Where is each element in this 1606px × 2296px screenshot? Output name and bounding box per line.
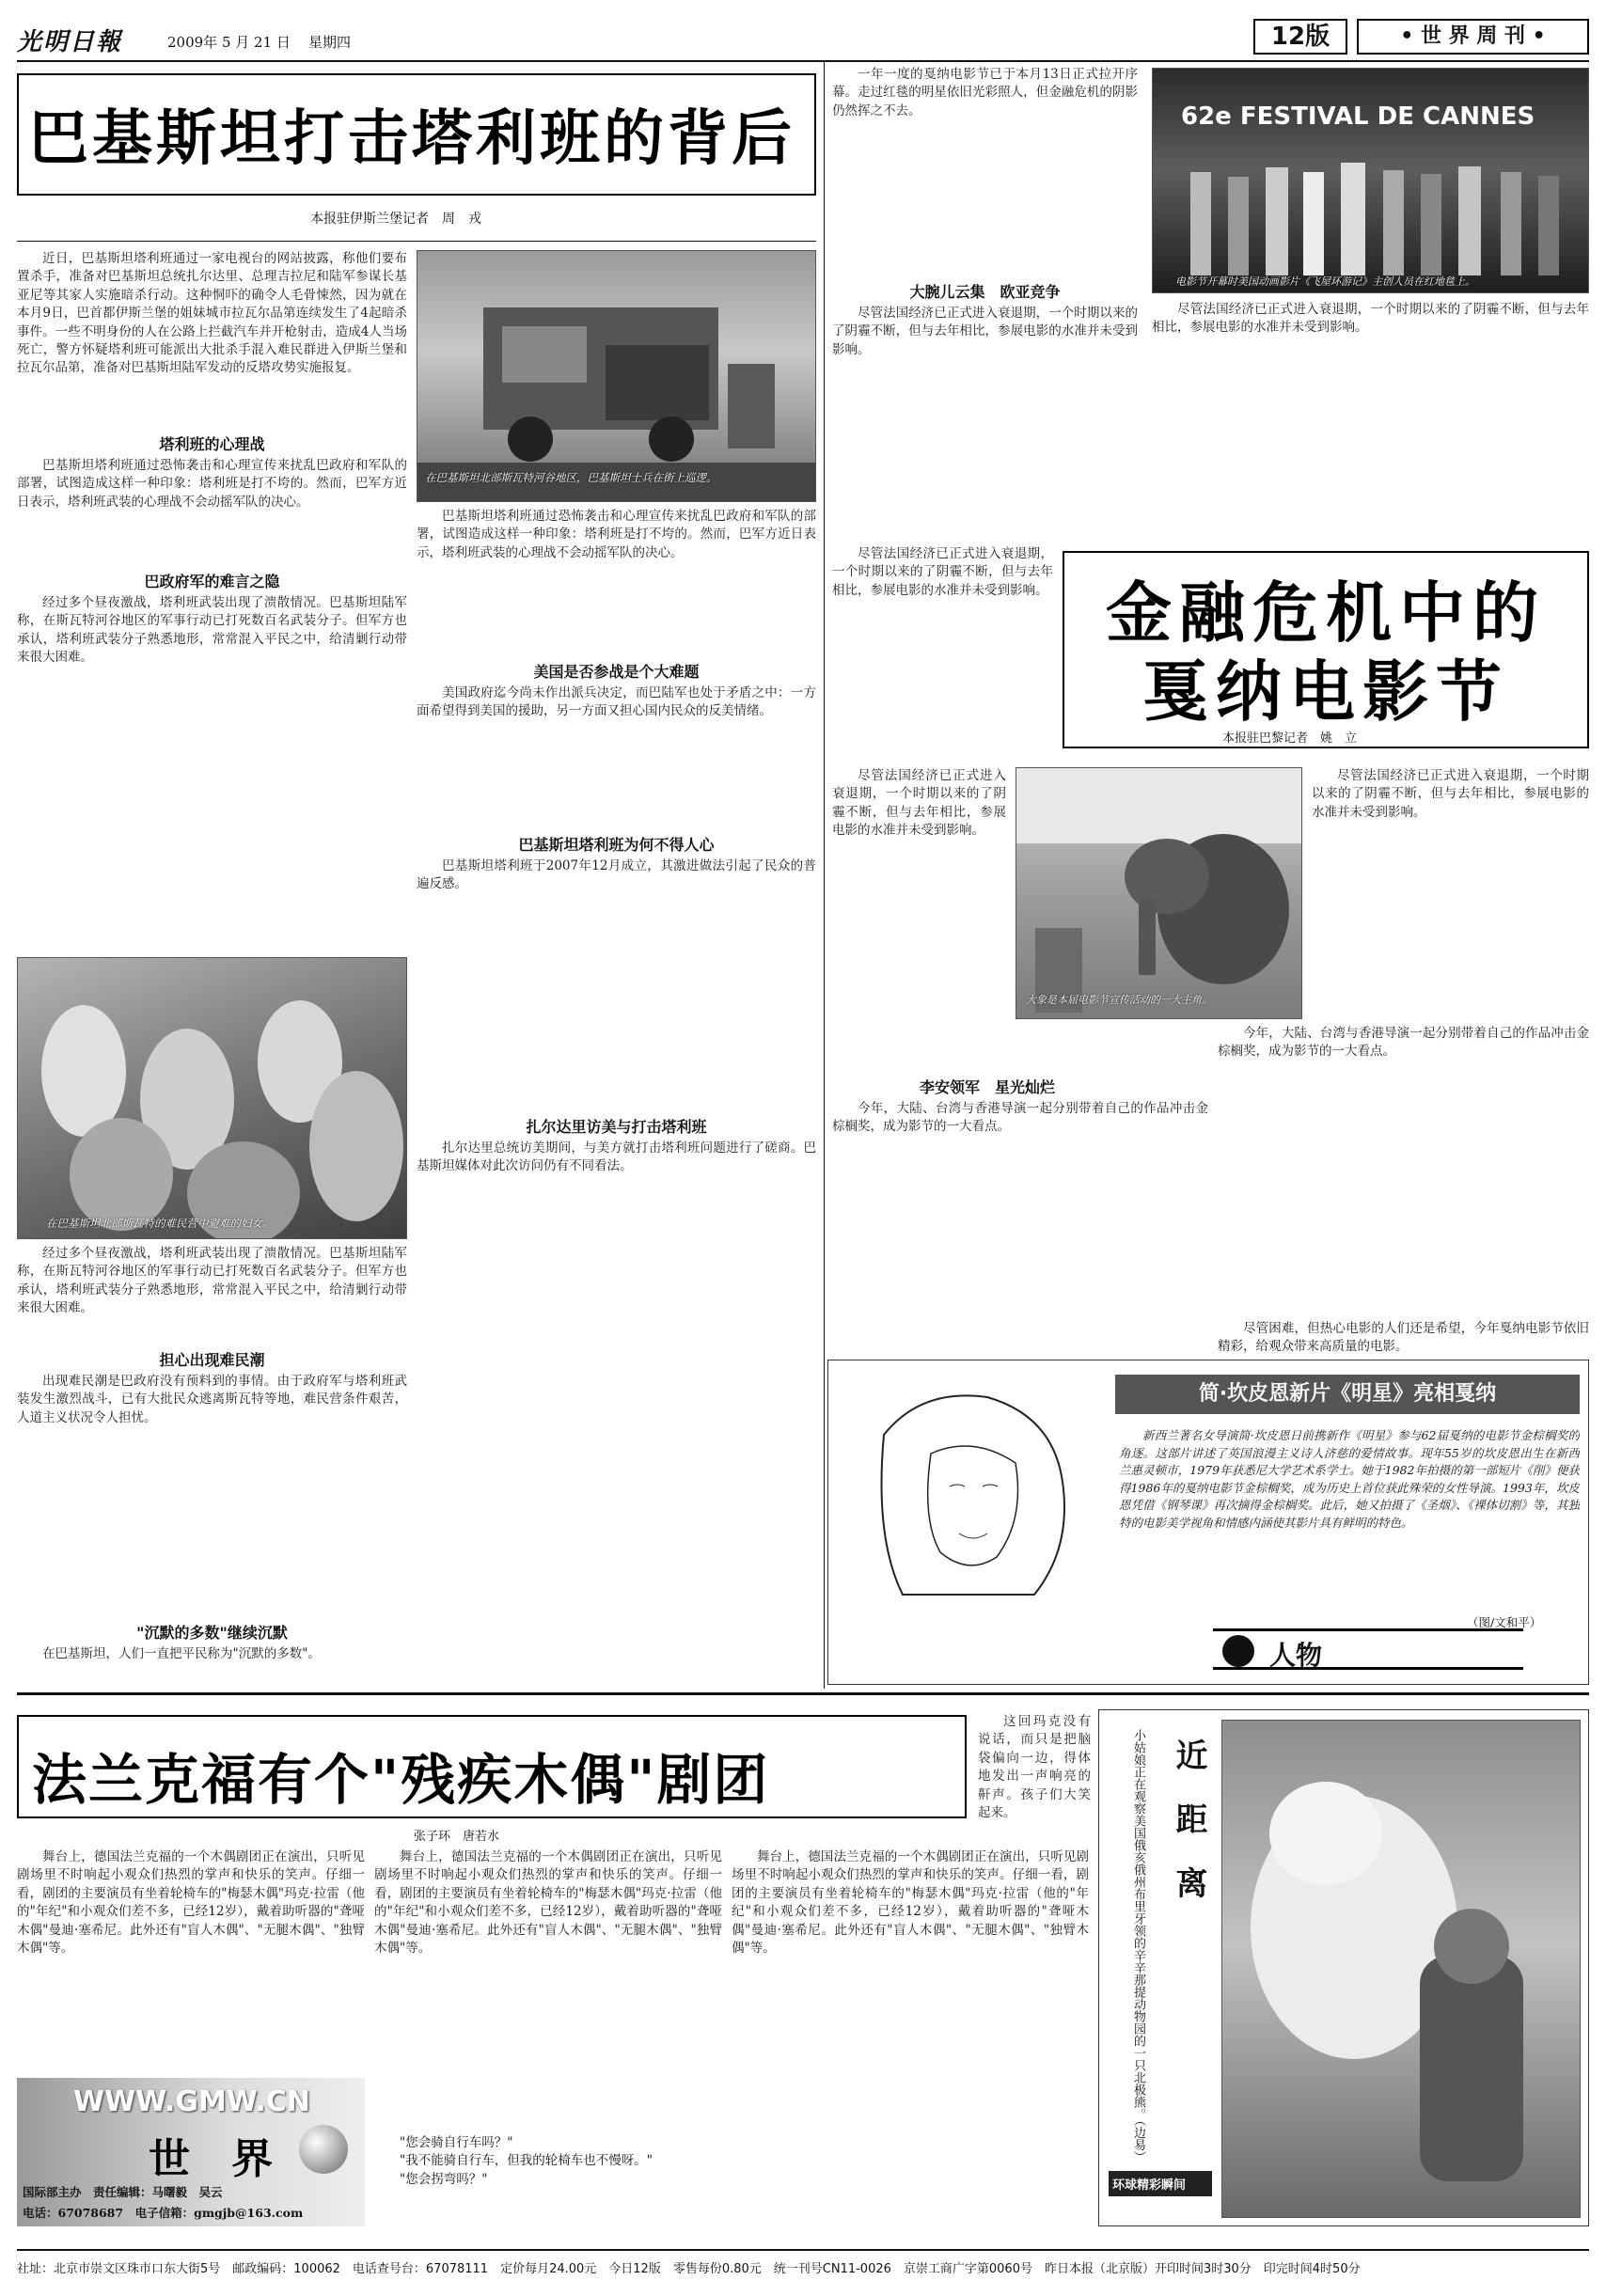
article-cannes-col1b: [832, 545, 1053, 762]
closeup-title: 近 距 离: [1170, 1738, 1207, 1898]
publication-info: 社址：北京市崇文区珠市口东大街5号 邮政编码：100062 电话查号台：67078111 定价每月24.00元 今日12版 零售每份0.80元 统一刊号CN11-0026 京崇工商广字第0060号 昨日本报（北京版）开印时间3时30分 印完时间4时50分: [17, 2262, 1361, 2276]
soldiers-truck-image: [417, 251, 816, 502]
cannes-byline: 本报驻巴黎记者 姚 立: [1222, 731, 1358, 746]
section-heading: 担心出现难民潮: [159, 1351, 265, 1369]
article-cannes-col3b: [1218, 1025, 1589, 1316]
article-pakistan-intro: [17, 250, 407, 427]
article-pakistan-col2b: [417, 684, 816, 827]
photo-cannes-elephant: [1016, 767, 1302, 1019]
article-pakistan-col1d: [17, 1373, 407, 1615]
campion-sketch: [846, 1378, 1100, 1613]
photo-pakistan-soldiers: [417, 250, 816, 502]
paragraph: 舞台上，德国法兰克福的一个木偶剧团正在演出，只听见剧场里不时响起小观众们热烈的掌声和快乐的笑声。仔细一看，剧团的主要演员有坐着轮椅车的"梅瑟木偶"玛克·拉雷（他的"年纪"和小观众们差不多，已经12岁），戴着助听器的"聋哑木偶"曼迪·塞希尼。此外还有"盲人木偶"、"无腿木偶"、"独臂木偶"等。: [732, 1849, 1089, 1957]
photo-caption: 在巴基斯坦北部斯瓦特河谷地区，巴基斯坦士兵在街上巡逻。: [425, 471, 717, 484]
cannes-headline-line2: 戛纳电影节: [1142, 653, 1509, 731]
paragraph: 尽管法国经济已正式进入衰退期，一个时期以来的了阴霾不断，但与去年相比，参展电影的水准并未受到影响。: [832, 546, 1053, 598]
section-heading: 美国是否参战是个大难题: [533, 663, 700, 681]
paragraph: 今年，大陆、台湾与香港导演一起分别带着自己的作品冲击金棕榈奖，成为影节的一大看点。: [832, 1101, 1208, 1135]
article-cannes-tail: [1218, 1320, 1589, 1360]
photo-caption: 大象是本届电影节宣传活动的一大主角。: [1026, 994, 1212, 1006]
section-rule: [17, 1692, 1589, 1695]
paragraph: 尽管法国经济已正式进入衰退期，一个时期以来的了阴霾不断，但与去年相比，参展电影的水准并未受到影响。: [832, 306, 1138, 357]
photo-caption: 在巴基斯坦北部斯瓦特的难民营中避难的妇女。: [46, 1217, 274, 1230]
paragraph: 巴基斯坦塔利班通过恐怖袭击和心理宣传来扰乱巴政府和军队的部署，试图造成这样一种印象：塔利班是打不垮的。然而，巴军方近日表示，塔利班武装的心理战不会动摇军队的决心。: [17, 458, 407, 510]
intro-paragraph: 一年一度的戛纳电影节已于本月13日正式拉开序幕。走过红毯的明星依旧光彩照人，但金融危机的阴影仍然挥之不去。: [832, 67, 1138, 118]
section-heading: "沉默的多数"继续沉默: [136, 1624, 288, 1642]
cannes-headline-line1: 金融危机中的: [1106, 574, 1546, 652]
photo-refugee-women: [17, 957, 407, 1239]
refugee-women-image: [18, 958, 407, 1239]
column-label-text: 人物: [1269, 1640, 1323, 1671]
paragraph: 在巴基斯坦，人们一直把平民称为"沉默的多数"。: [42, 1646, 321, 1661]
campion-credit: （图/文和平）: [1467, 1615, 1542, 1629]
article-pakistan-byline: 本报驻伊斯兰堡记者 周 戎: [310, 212, 481, 227]
puppet-byline: 张子环 唐若水: [414, 1830, 500, 1844]
paragraph: 舞台上，德国法兰克福的一个木偶剧团正在演出，只听见剧场里不时响起小观众们热烈的掌声和快乐的笑声。仔细一看，剧团的主要演员有坐着轮椅车的"梅瑟木偶"玛克·拉雷（他的"年纪"和小观众们差不多，已经12岁），戴着助听器的"聋哑木偶"曼迪·塞希尼。此外还有"盲人木偶"、"无腿木偶"、"独臂木偶"等。: [17, 1849, 365, 1957]
article-cannes-intro: [832, 66, 1138, 273]
paragraph: 出现难民潮是巴政府没有预料到的事情。由于政府军与塔利班武装发生激烈战斗，已有大批民众逃离斯瓦特等地，难民营条件艰苦，人道主义状况令人担忧。: [17, 1374, 407, 1425]
polar-bear-image: [1222, 1721, 1581, 2218]
article-cannes-col1a: [832, 305, 1138, 540]
quote-line: "您会骑自行车吗？": [400, 2135, 513, 2150]
article-pakistan-col1e: [17, 1645, 407, 1683]
people-icon: [1222, 1635, 1254, 1667]
issue-date: 2009年 5 月 21 日: [167, 34, 291, 51]
puppet-col2: [374, 1848, 722, 2131]
article-cannes-col1d: [832, 1100, 1208, 1335]
newspaper-logo: 光明日報: [17, 28, 123, 56]
quote-line: "我不能骑自行车，但我的轮椅车也不慢呀。": [400, 2153, 653, 2169]
article-cannes-col1c: [832, 767, 1006, 1068]
section-heading: 塔利班的心理战: [159, 435, 265, 453]
column-label-people: [1213, 1628, 1523, 1670]
intro-paragraph: 近日，巴基斯坦塔利班通过一家电视台的网站披露，称他们要布置杀手，准备对巴基斯坦总统扎尔达里、总理吉拉尼和陆军参谋长基亚尼等其家人实施暗杀行动。这种恫吓的确令人毛骨悚然，因为就在本月9日，巴首都伊斯兰堡的姐妹城市拉瓦尔品第连续发生了4起暗杀事件。一些不明身份的人在公路上拦截汽车并开枪射击，造成4人当场死亡，警方怀疑塔利班可能派出大批杀手混入难民群进入伊斯兰堡和拉瓦尔品第，准备对巴基斯坦陆军发动的反塔攻势实施报复。: [17, 251, 407, 376]
paragraph: 扎尔达里总统访美期间，与美方就打击塔利班问题进行了磋商。巴基斯坦媒体对此次访问仍有不同看法。: [417, 1140, 816, 1174]
column-rule: [824, 62, 825, 1689]
campion-portrait-sketch: [846, 1378, 1100, 1613]
paragraph: 巴基斯坦塔利班通过恐怖袭击和心理宣传来扰乱巴政府和军队的部署，试图造成这样一种印象：塔利班是打不垮的。然而，巴军方近日表示，塔利班武装的心理战不会动摇军队的决心。: [417, 509, 816, 560]
puppet-closing: [978, 1713, 1091, 1845]
article-pakistan-col1b: [17, 594, 407, 951]
issue-weekday: 星期四: [308, 34, 352, 51]
puppet-quotes: [374, 2134, 722, 2189]
section-heading: 巴基斯坦塔利班为何不得人心: [518, 836, 715, 854]
article-pakistan-headline: 巴基斯坦打击塔利班的背后: [28, 104, 795, 174]
bottom-rule: [17, 2249, 1589, 2251]
photo-caption: 电影节开幕时美国动画影片《飞屋环游记》主创人员在红地毯上。: [1175, 275, 1475, 288]
polar-bear-photo: [1221, 1720, 1581, 2218]
photo-cannes-redcarpet: [1152, 68, 1589, 293]
article-pakistan-col2c: [417, 857, 816, 1109]
section-heading: 李安领军 星光灿烂: [919, 1078, 1055, 1096]
article-cannes-col2a: [1152, 301, 1589, 536]
redcarpet-figures: [1153, 69, 1589, 293]
closeup-caption: 小姑娘正在观察美国俄亥俄州布里牙领的辛辛那提动物园的一只北极熊。（边易）: [1131, 1729, 1145, 2163]
paragraph: 舞台上，德国法兰克福的一个木偶剧团正在演出，只听见剧场里不时响起小观众们热烈的掌声和快乐的笑声。仔细一看，剧团的主要演员有坐着轮椅车的"梅瑟木偶"玛克·拉雷（他的"年纪"和小观众们差不多，已经12岁），戴着助听器的"聋哑木偶"曼迪·塞希尼。此外还有"盲人木偶"、"无腿木偶"、"独臂木偶"等。: [374, 1849, 722, 1957]
page-number: 12版: [1253, 19, 1347, 55]
closeup-logo: 环球精彩瞬间: [1109, 2171, 1212, 2196]
website-url[interactable]: WWW.GMW.CN: [73, 2085, 310, 2118]
masthead: [17, 17, 1589, 58]
editors-line: 国际部主办 责任编辑：马曙毅 吴云: [23, 2185, 223, 2199]
paragraph: 美国政府迄今尚未作出派兵决定，而巴陆军也处于矛盾之中：一方面希望得到美国的援助，另一方面又担心国内民众的反美情绪。: [417, 685, 816, 719]
contact-line: 电话：67078687 电子信箱：gmgjb@163.com: [23, 2206, 304, 2220]
paragraph: 尽管法国经济已正式进入衰退期，一个时期以来的了阴霾不断，但与去年相比，参展电影的水准并未受到影响。: [1152, 302, 1589, 336]
article-pakistan-col2d: [417, 1140, 816, 1683]
paragraph: 这回玛克没有说话，而只是把脑袋偏向一边，得体地发出一声响亮的鼾声。孩子们大笑起来。: [978, 1714, 1091, 1821]
divider: [17, 241, 816, 242]
world-section-title: 世 界: [149, 2135, 273, 2183]
article-cannes-col3a: [1312, 767, 1589, 1019]
paragraph: 经过多个昼夜激战，塔利班武装出现了溃散情况。巴基斯坦陆军称，在斯瓦特河谷地区的军事行动已打死数百名武装分子。但军方也承认，塔利班武装分子熟悉地形，常常混入平民之中，给清剿行动带来很大困难。: [17, 1246, 407, 1316]
article-pakistan-col1c: [17, 1245, 407, 1345]
campion-text: [1119, 1427, 1580, 1612]
paragraph: 今年，大陆、台湾与香港导演一起分别带着自己的作品冲击金棕榈奖，成为影节的一大看点。: [1218, 1026, 1589, 1060]
section-heading: 扎尔达里访美与打击塔利班: [526, 1118, 707, 1136]
masthead-rule: [17, 60, 1589, 62]
elephant-image: [1016, 768, 1302, 1019]
section-heading: 大腕儿云集 欧亚竞争: [909, 283, 1061, 301]
section-name: • 世 界 周 刊 •: [1357, 19, 1589, 55]
paragraph: 尽管困难，但热心电影的人们还是希望，今年戛纳电影节依旧精彩，给观众带来高质量的电影。: [1218, 1321, 1589, 1355]
paragraph: 尽管法国经济已正式进入衰退期，一个时期以来的了阴霾不断，但与去年相比，参展电影的水准并未受到影响。: [832, 768, 1006, 839]
puppet-headline: 法兰克福有个"残疾木偶"剧团: [32, 1748, 770, 1812]
festival-banner: 62e FESTIVAL DE CANNES: [1181, 102, 1535, 131]
article-pakistan-col2a: [417, 508, 816, 649]
paragraph: 尽管法国经济已正式进入衰退期，一个时期以来的了阴霾不断，但与去年相比，参展电影的水准并未受到影响。: [1312, 768, 1589, 820]
quote-line: "您会拐弯吗？": [400, 2171, 488, 2187]
puppet-col3: [732, 1848, 1089, 2225]
puppet-col1: [17, 1848, 365, 2070]
paragraph: 新西兰著名女导演简·坎皮恩日前携新作《明星》参与62届戛纳的电影节金棕榈奖的角逐。这部片讲述了英国浪漫主义诗人济慈的爱情故事。现年55岁的坎皮恩出生在新西兰惠灵顿市，1979年获悉尼大学艺术系学士。她于1982年拍摄的第一部短片《削》便获得1986年的戛纳电影节金棕榈奖，成为历史上首位获此殊荣的女性导演。1993年，坎皮恩凭借《钢琴课》再次摘得金棕榈奖。此后，她又拍摄了《圣烟》、《裸体切割》等，其独特的电影美学视角和情感内涵使其影片具有鲜明的特色。: [1119, 1428, 1580, 1530]
section-heading: 巴政府军的难言之隐: [144, 573, 280, 590]
globe-icon: [299, 2125, 348, 2174]
paragraph: 经过多个昼夜激战，塔利班武装出现了溃散情况。巴基斯坦陆军称，在斯瓦特河谷地区的军事行动已打死数百名武装分子。但军方也承认，塔利班武装分子熟悉地形，常常混入平民之中，给清剿行动带来很大困难。: [17, 595, 407, 666]
article-pakistan-col1a: [17, 457, 407, 565]
closeup-feature: [1098, 1709, 1589, 2226]
paragraph: 巴基斯坦塔利班于2007年12月成立，其激进做法引起了民众的普遍反感。: [417, 858, 816, 892]
campion-title-bar: 简·坎皮恩新片《明星》亮相戛纳: [1115, 1375, 1580, 1414]
world-section-banner: [17, 2078, 365, 2226]
